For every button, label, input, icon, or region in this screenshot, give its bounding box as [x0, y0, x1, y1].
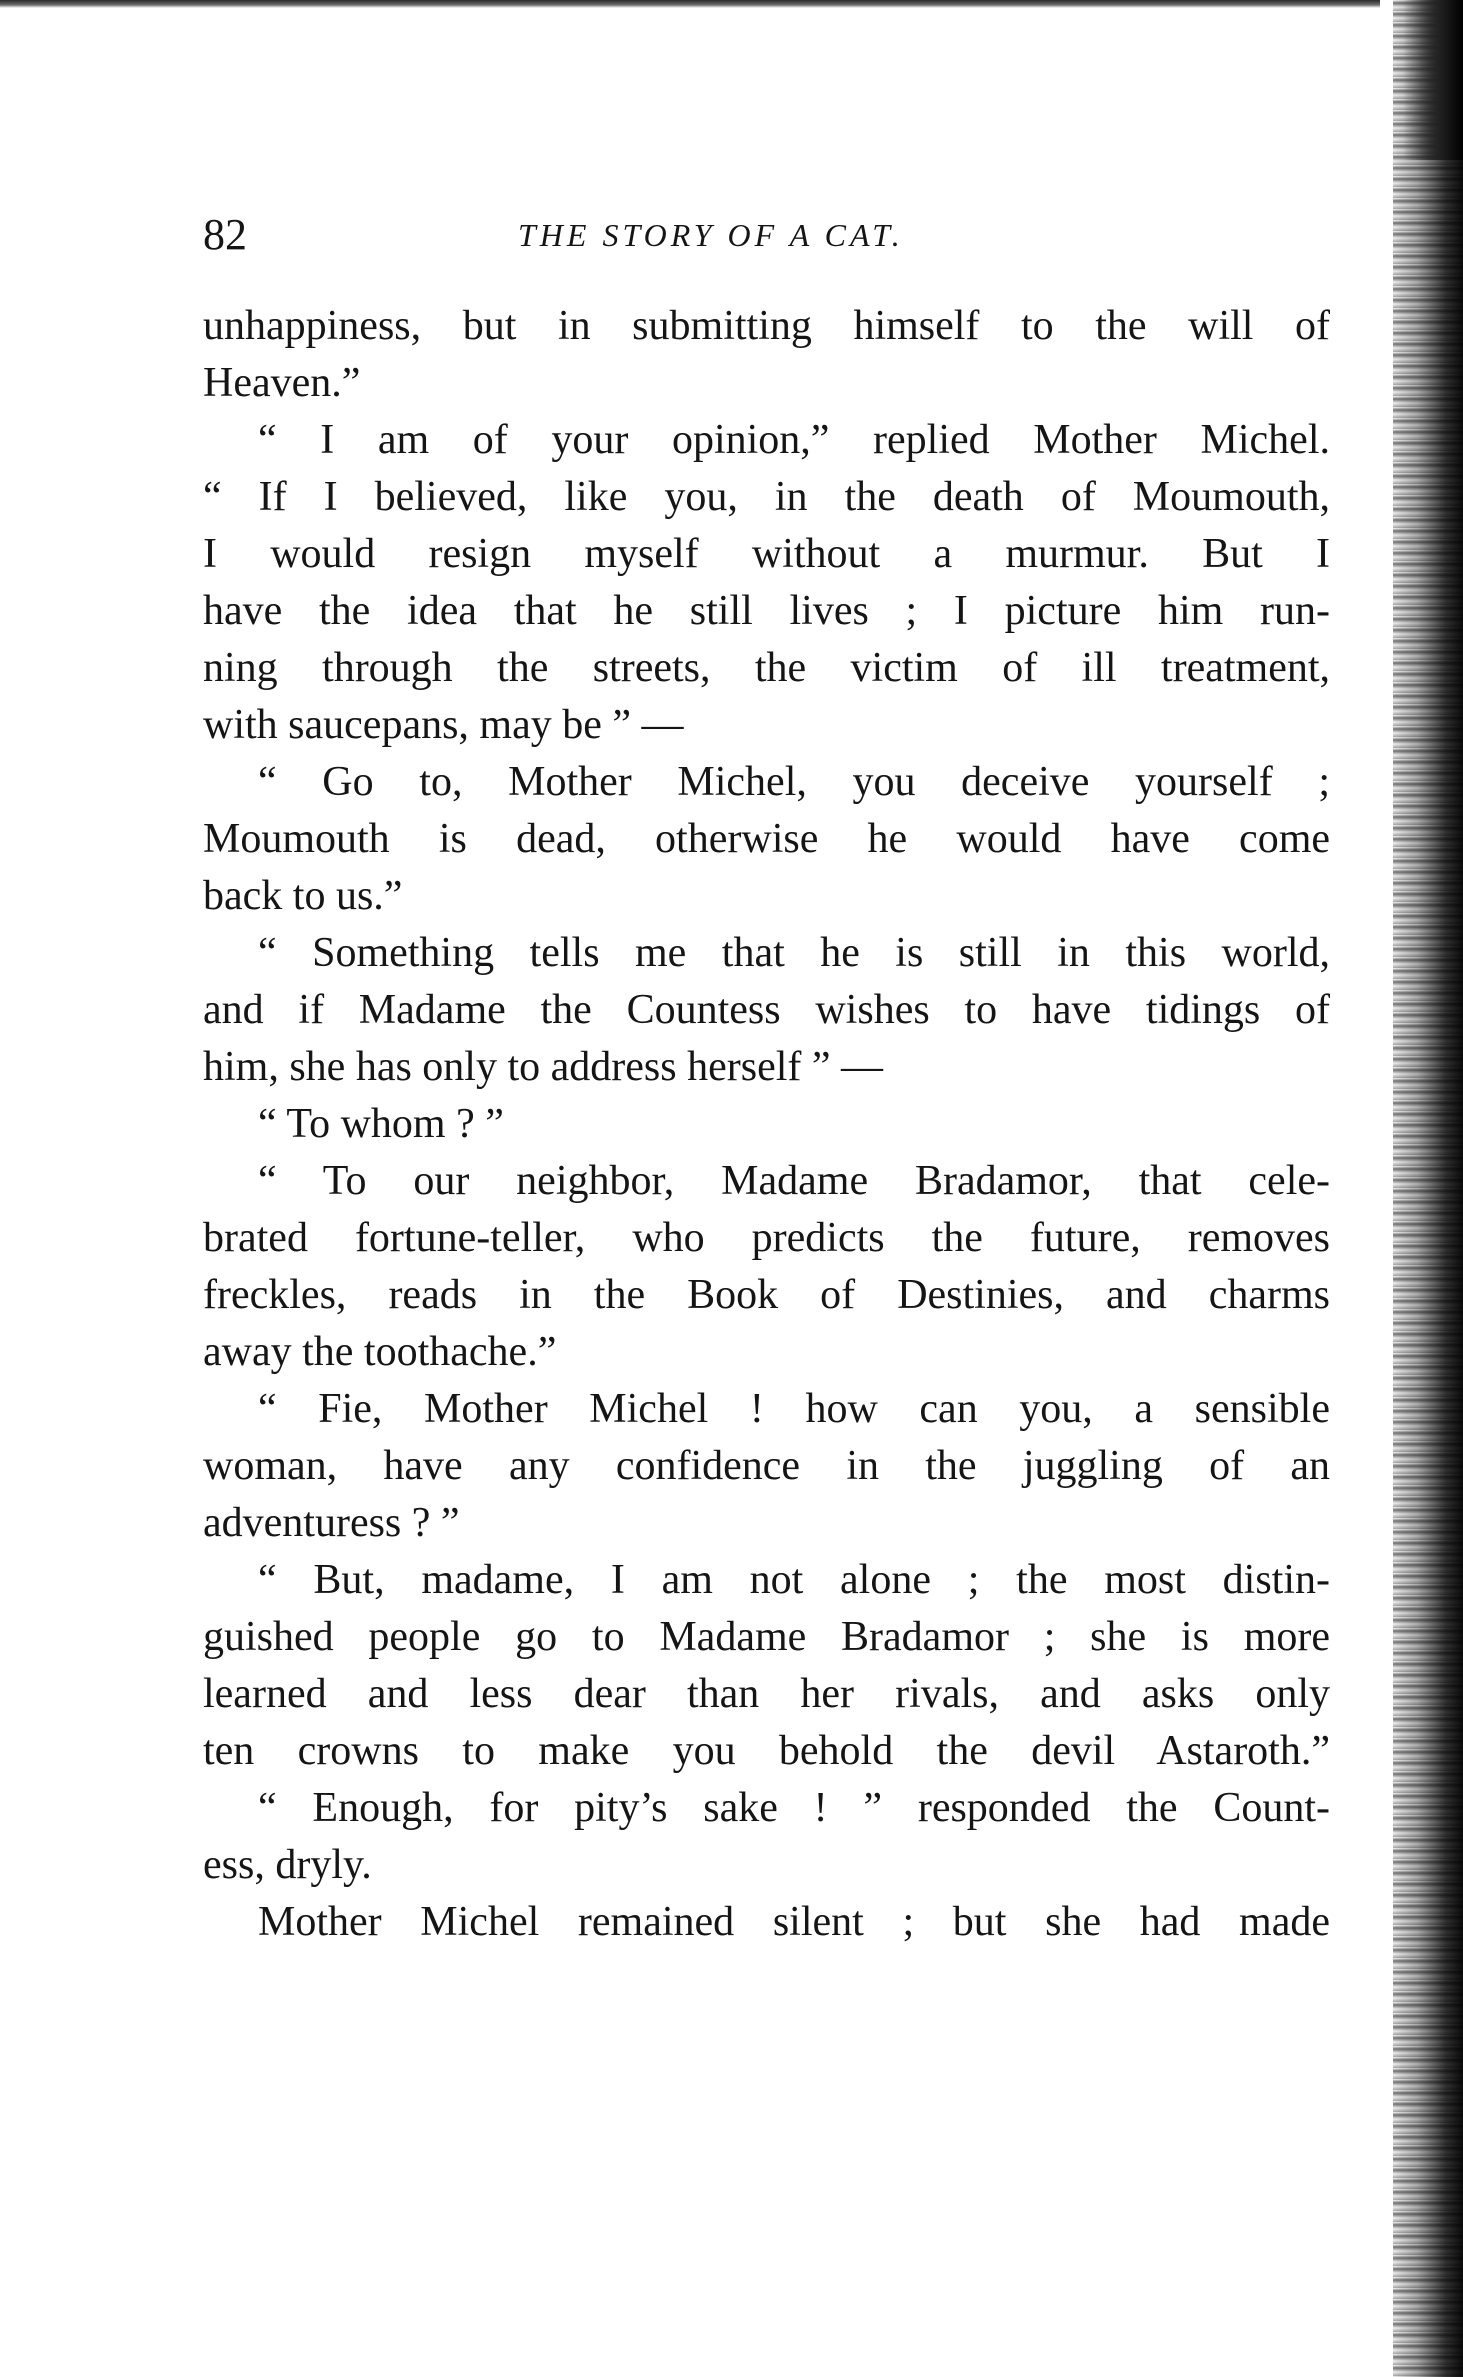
text-line: I would resign myself without a murmur. But I: [203, 531, 1330, 577]
text-line: “ If I believed, like you, in the death of Moumouth,: [203, 474, 1330, 520]
text-line: ten crowns to make you behold the devil Astaroth.”: [203, 1728, 1330, 1774]
text-line: “ I am of your opinion,” replied Mother Michel.: [258, 417, 1330, 463]
text-line: “ Enough, for pity’s sake ! ” responded the Count-: [258, 1785, 1330, 1831]
text-line: learned and less dear than her rivals, and asks only: [203, 1671, 1330, 1717]
text-line: “ To our neighbor, Madame Bradamor, that cele-: [258, 1158, 1330, 1204]
page-top-edge-shadow: [0, 0, 1380, 8]
page-header: [203, 205, 1333, 265]
text-line: Mother Michel remained silent ; but she had made: [258, 1899, 1330, 1945]
running-title: THE STORY OF A CAT.: [518, 217, 904, 253]
body-text: [203, 298, 1330, 1951]
text-line: ning through the streets, the victim of ill treatment,: [203, 645, 1330, 691]
text-line: “ Go to, Mother Michel, you deceive yourself ;: [258, 759, 1330, 805]
text-line: adventuress ? ”: [203, 1500, 460, 1546]
text-line: Heaven.”: [203, 360, 361, 406]
text-line: “ But, madame, I am not alone ; the most distin-: [258, 1557, 1330, 1603]
page-number: 82: [203, 210, 247, 259]
text-line: “ Fie, Mother Michel ! how can you, a sensible: [258, 1386, 1330, 1432]
text-line: with saucepans, may be ” —: [203, 702, 684, 748]
text-line: and if Madame the Countess wishes to have tidings of: [203, 987, 1330, 1033]
page-right-edge-shadow: [1393, 0, 1463, 2377]
text-line: unhappiness, but in submitting himself to the will of: [203, 303, 1330, 349]
text-line: woman, have any confidence in the juggling of an: [203, 1443, 1330, 1489]
text-line: freckles, reads in the Book of Destinies, and charms: [203, 1272, 1330, 1318]
text-line: “ Something tells me that he is still in this world,: [258, 930, 1330, 976]
text-line: guished people go to Madame Bradamor ; she is more: [203, 1614, 1330, 1660]
text-line: brated fortune-teller, who predicts the future, removes: [203, 1215, 1330, 1261]
text-line: “ To whom ? ”: [258, 1101, 504, 1147]
text-line: back to us.”: [203, 873, 403, 919]
page-corner-shadow: [1403, 0, 1463, 160]
text-line: Moumouth is dead, otherwise he would have come: [203, 816, 1330, 862]
text-line: away the toothache.”: [203, 1329, 557, 1375]
text-line: him, she has only to address herself ” —: [203, 1044, 884, 1090]
text-line: have the idea that he still lives ; I picture him run-: [203, 588, 1330, 634]
text-line: ess, dryly.: [203, 1842, 372, 1888]
